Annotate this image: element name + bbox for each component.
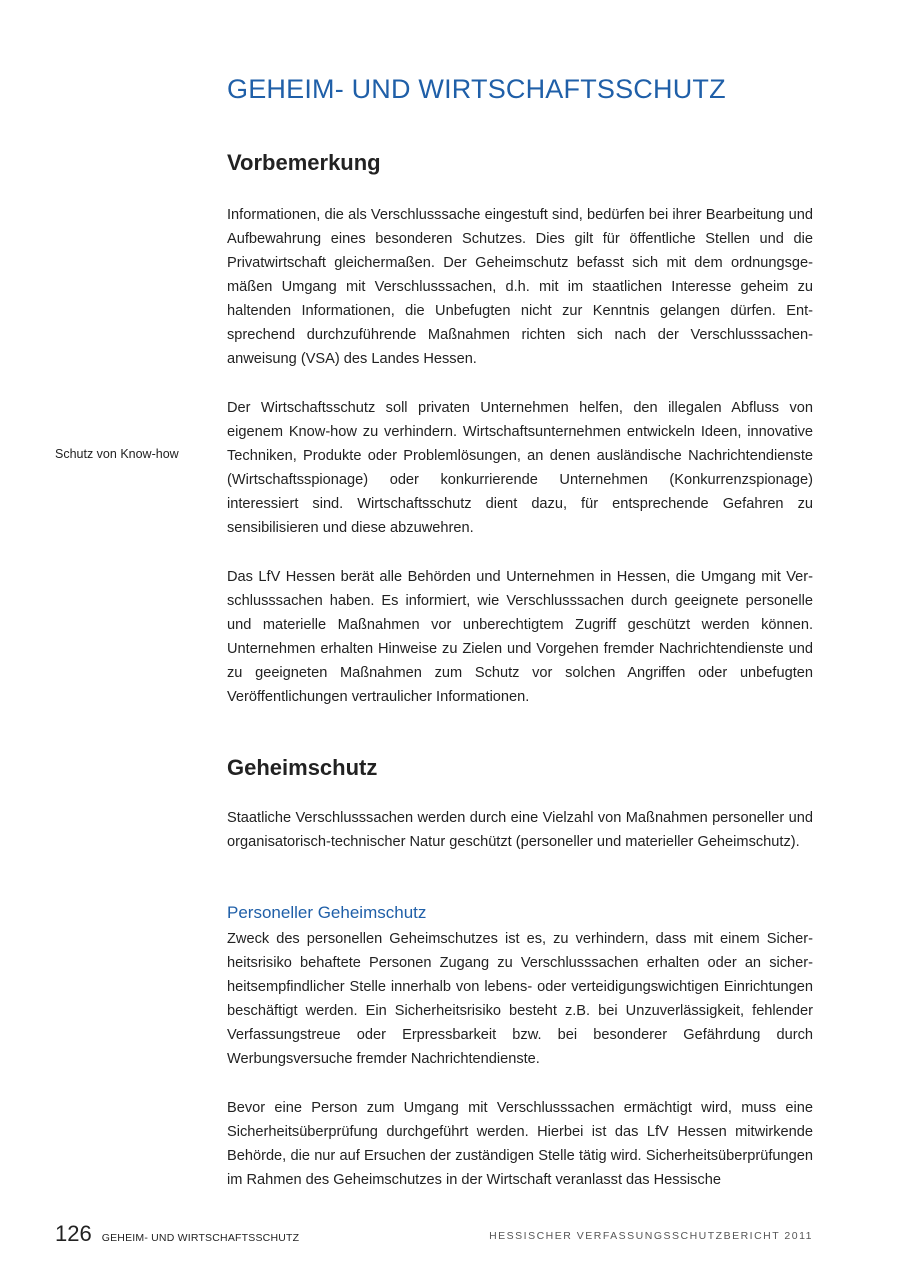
paragraph-geheimschutz-1: Staatliche Verschlusssachen werden durch eine Vielzahl von Maßnahmen personeller und organisatorisch-technischer Natur geschützt (personeller und materieller Geheimschutz). — [227, 810, 813, 850]
margin-note: Schutz von Know-how — [55, 447, 179, 461]
chapter-title: GEHEIM- UND WIRTSCHAFTSSCHUTZ — [227, 74, 726, 104]
paragraph-vorbemerkung-3: Das LfV Hessen berät alle Behörden und Unternehmen in Hessen, die Umgang mit Verschlusssachen haben. Es informiert, wie Verschlusssachen durch geeignete personelle und materielle Maßnahmen vor unberechtigtem Zugriff geschützt werden können. Unternehmen erhalten Hinweise zu Zielen und Vorgehen fremder Nachrichtendienste und zu geeigneten Maßnahmen zum Schutz vor solchen Angriffen oder unbefugten Veröffentlichungen vertraulicher Informationen. — [227, 569, 813, 705]
footer-left — [55, 1221, 299, 1247]
footer-publication: HESSISCHER VERFASSUNGSSCHUTZBERICHT 2011 — [489, 1230, 813, 1242]
paragraph-geheimschutz-3: Bevor eine Person zum Umgang mit Verschlusssachen ermächtigt wird, muss eine Sicherheitsüberprüfung durchgeführt werden. Hierbei ist das LfV Hessen mitwirkende Behörde, die nur auf Ersuchen der zuständigen Stelle tätig wird. Sicherheitsüberprüfungen im Rahmen des Geheimschutzes in der Wirtschaft veranlasst das Hessische — [227, 1100, 813, 1188]
paragraph-vorbemerkung-2: Der Wirtschaftsschutz soll privaten Unternehmen helfen, den illegalen Abfluss von eigenem Know-how zu verhindern. Wirtschaftsunternehmen entwickeln Ideen, innovative Techniken, Produkte oder Problemlösungen, an denen ausländische Nachrichtendienste (Wirtschaftsspionage) oder konkurrierende Unternehmen (Konkurrenzspionage) interessiert sind. Wirtschaftsschutz dient dazu, für entsprechende Gefahren zu sensibilisieren und diese abzuwehren. — [227, 400, 813, 536]
paragraph-geheimschutz-2: Zweck des personellen Geheimschutzes ist es, zu verhindern, dass mit einem Sicherheitsrisiko behaftete Personen Zugang zu Verschlusssachen erhalten oder an sicherheitsempfindlicher Stelle innerhalb von lebens- oder verteidigungswichtigen Einrichtungen beschäftigt werden. Ein Sicherheitsrisiko besteht z.B. bei Unzuverlässigkeit, fehlender Verfassungstreue oder Erpressbarkeit bzw. bei besonderer Gefährdung durch Werbungsversuche fremder Nachrichtendienste. — [227, 931, 813, 1067]
paragraph-vorbemerkung-1: Informationen, die als Verschlusssache eingestuft sind, bedürfen bei ihrer Bearbeitung und Aufbewahrung eines besonderen Schutzes. Dies gilt für öffentliche Stellen und die Privatwirtschaft gleichermaßen. Der Geheimschutz befasst sich mit dem ordnungsgemäßen Umgang mit Verschlusssachen, d.h. mit im staatlichen Interesse geheim zu haltenden Informationen, die Unbefugten nicht zur Kenntnis gelangen dürfen. Entsprechend durchzuführende Maßnahmen richten sich nach der Verschlusssachenanweisung (VSA) des Landes Hessen. — [227, 207, 813, 367]
heading-geheimschutz: Geheimschutz — [227, 755, 378, 780]
subheading-personeller-geheimschutz: Personeller Geheimschutz — [227, 903, 427, 922]
footer-section-label: GEHEIM- UND WIRTSCHAFTSSCHUTZ — [101, 1232, 300, 1244]
heading-vorbemerkung: Vorbemerkung — [227, 150, 381, 175]
page-number: 126 — [55, 1221, 92, 1246]
